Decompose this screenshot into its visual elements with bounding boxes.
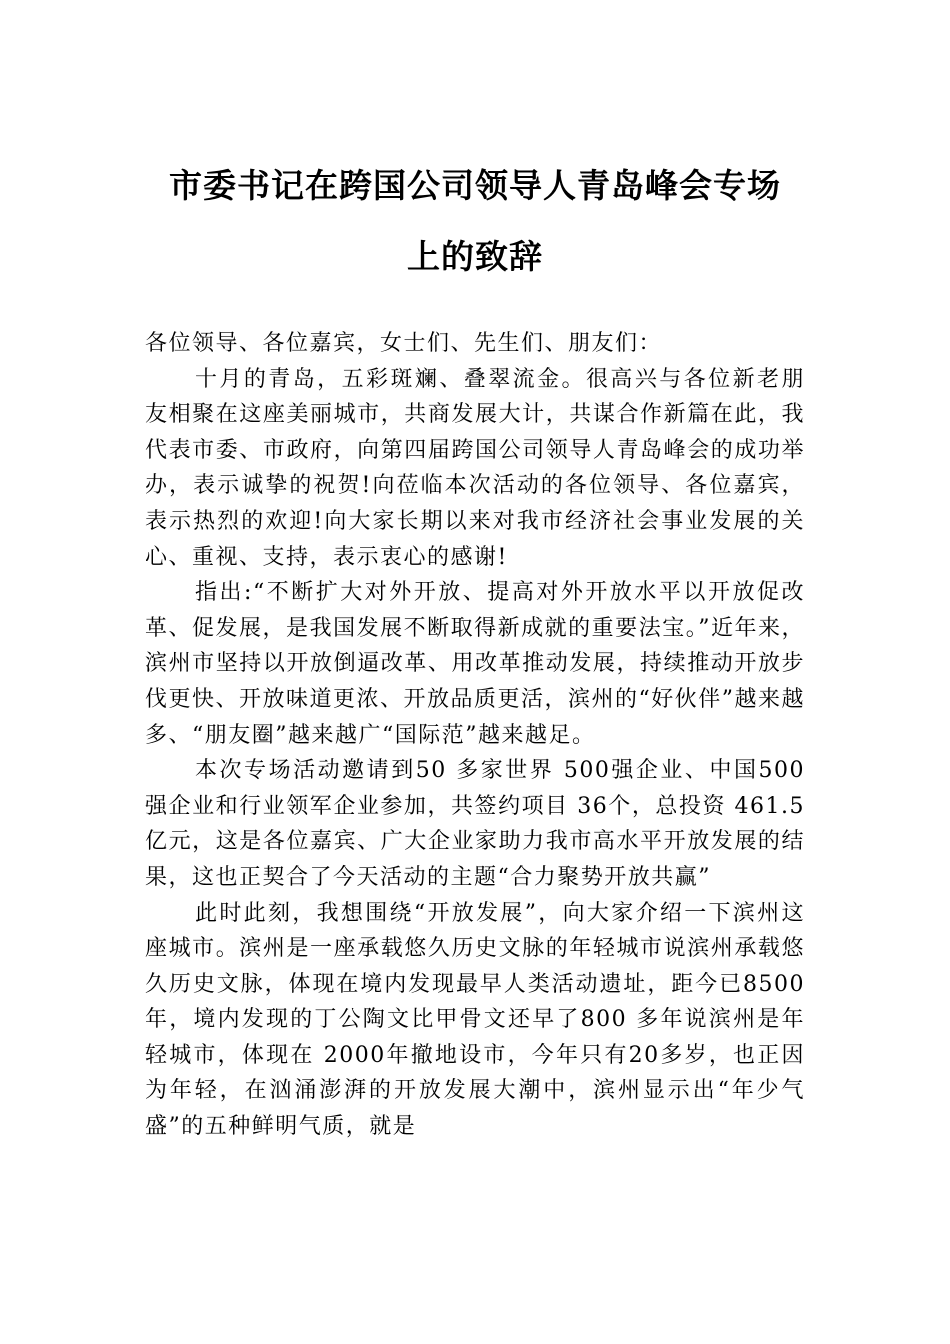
- body-paragraph: 十月的青岛，五彩斑斓、叠翠流金。很高兴与各位新老朋友相聚在这座美丽城市，共商发展大计，共谋合作新篇在此，我代表市委、市政府，向第四届跨国公司领导人青岛峰会的成功举办，表示诚挚的祝贺!向莅临本次活动的各位领导、各位嘉宾，表示热烈的欢迎!向大家长期以来对我市经济社会事业发展的关心、重视、支持，表示衷心的感谢!: [145, 366, 805, 570]
- document-title-line-2: 上的致辞: [407, 237, 543, 276]
- body-paragraph: 本次专场活动邀请到50 多家世界 500强企业、中国500强企业和行业领军企业参加，共签约项目 36个，总投资 461.5亿元，这是各位嘉宾、广大企业家助力我市高水平开放发展的结果，这也正契合了今天活动的主题“合力聚势开放共赢”: [145, 758, 805, 890]
- salutation-paragraph: 各位领导、各位嘉宾，女士们、先生们、朋友们：: [145, 331, 663, 356]
- body-paragraph: 此时此刻，我想围绕“开放发展”，向大家介绍一下滨州这座城市。滨州是一座承载悠久历史文脉的年轻城市说滨州承载悠久历史文脉，体现在境内发现最早人类活动遗址，距今已8500年，境内发现的丁公陶文比甲骨文还早了800 多年说滨州是年轻城市，体现在 2000年撤地设市，今年只有20多岁，也正因为年轻，在汹涌澎湃的开放发展大潮中，滨州显示出“年少气盛”的五种鲜明气质，就是: [145, 900, 805, 1140]
- body-paragraph: 指出:“不断扩大对外开放、提高对外开放水平以开放促改革、促发展，是我国发展不断取得新成就的重要法宝。”近年来，滨州市坚持以开放倒逼改革、用改革推动发展，持续推动开放步伐更快、开放味道更浓、开放品质更活，滨州的“好伙伴”越来越多、“朋友圈”越来越广“国际范”越来越足。: [145, 580, 805, 748]
- document-title-line-1: 市委书记在跨国公司领导人青岛峰会专场: [169, 166, 781, 205]
- document-body: [145, 326, 805, 1145]
